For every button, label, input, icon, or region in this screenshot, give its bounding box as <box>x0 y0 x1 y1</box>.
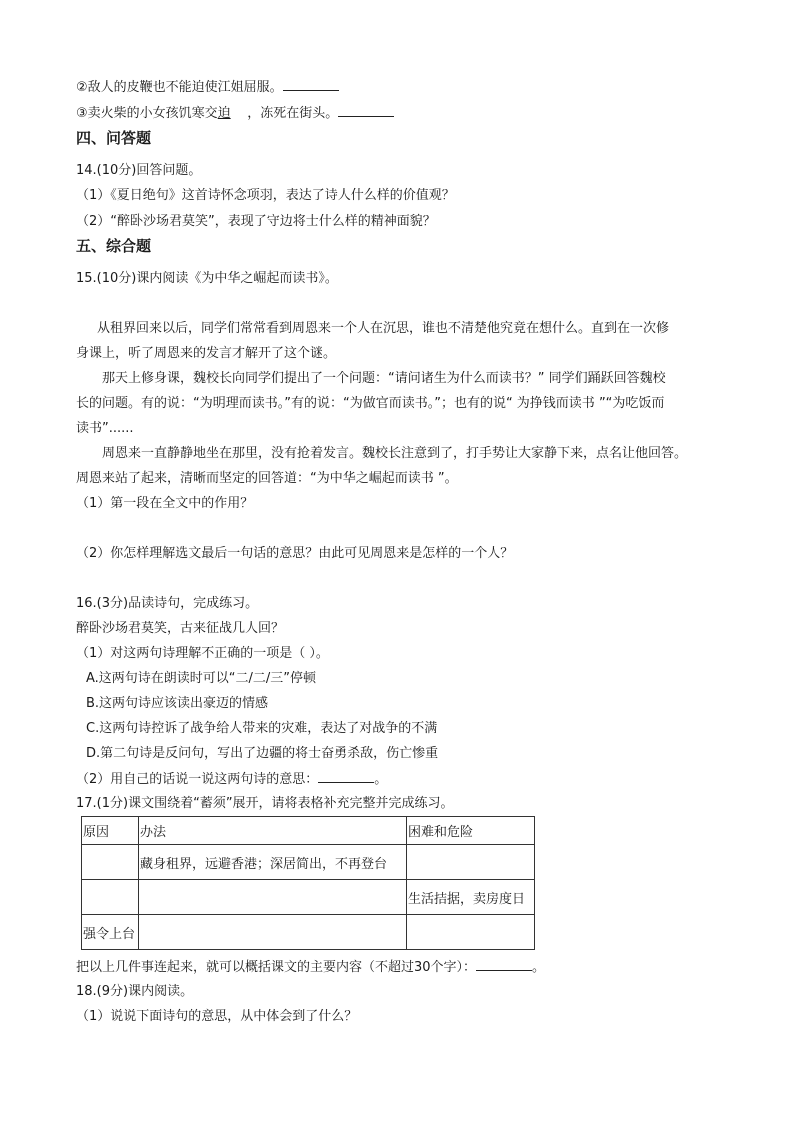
q16-poem: 醉卧沙场君莫笑，古来征战几人回？ <box>76 621 285 636</box>
q16-sub-2-text: （2）用自己的话说一说这两句诗的意思： <box>76 772 319 787</box>
q16-sub-1: （1）对这两句诗理解不正确的一项是（ ）。 <box>76 646 329 661</box>
answer-blank[interactable] <box>338 104 394 117</box>
q18-sub-1: （1）说说下面诗句的意思，从中体会到了什么？ <box>76 1009 358 1024</box>
q17-summary <box>76 958 545 977</box>
passage-line: 身课上，听了周恩来的发言才解开了这个谜。 <box>76 346 337 361</box>
q15-heading: 15.(10分)课内阅读《为中华之崛起而读书》。 <box>76 271 338 286</box>
q14-heading: 14.(10分)回答问题。 <box>76 163 202 178</box>
q16-option-b[interactable]: B.这两句诗应该读出豪迈的情感 <box>86 696 269 711</box>
q13-item-3-text-a: ③卖火柴的小女孩饥寒交 <box>76 106 218 121</box>
q13-item-3 <box>76 104 394 123</box>
q16-option-a[interactable]: A.这两句诗在朗读时可以“二/二/三”停顿 <box>86 671 317 686</box>
table-cell[interactable]: 生活拮据，卖房度日 <box>407 880 535 915</box>
passage-line: 从租界回来以后，同学们常常看到周恩来一个人在沉思，谁也不清楚他究竟在想什么。直到在一次修 <box>97 321 670 336</box>
answer-blank[interactable] <box>318 770 374 783</box>
answer-blank[interactable] <box>283 78 339 91</box>
table-row <box>82 845 535 880</box>
q17-summary-text: 把以上几件事连起来，就可以概括课文的主要内容（不超过30个字）： <box>76 960 477 975</box>
q13-item-2 <box>76 78 339 97</box>
table-header-cell: 办法 <box>139 817 407 845</box>
passage-line: 周恩来一直静静地坐在那里，没有抢着发言。魏校长注意到了，打手势让大家静下来，点名让他回答。 <box>102 446 688 461</box>
q13-item-3-underlined: 迫 <box>217 106 231 121</box>
table-header-cell: 原因 <box>82 817 139 845</box>
passage-line: 周恩来站了起来，清晰而坚定的回答道：“为中华之崛起而读书 ”。 <box>76 471 458 486</box>
table-cell[interactable]: 强令上台 <box>82 915 139 950</box>
q17-heading: 17.(1分)课文围绕着“蓄须”展开，请将表格补充完整并完成练习。 <box>76 796 454 811</box>
q16-sub-2 <box>76 770 387 789</box>
q13-item-2-text: ②敌人的皮鞭也不能迫使江姐屈服。 <box>76 80 283 95</box>
table-cell[interactable] <box>407 915 535 950</box>
table-header-cell: 困难和危险 <box>407 817 535 845</box>
q16-option-d[interactable]: D.第二句诗是反问句，写出了边疆的将士奋勇杀敌，伤亡惨重 <box>86 746 439 761</box>
passage-line: 长的问题。有的说：“为明理而读书。”有的说：“为做官而读书。”；也有的说“ 为挣钱而读书 ”“为吃饭而 <box>76 396 665 411</box>
q13-item-3-text-c: ，冻死在街头。 <box>247 106 339 121</box>
table-cell[interactable] <box>82 880 139 915</box>
q15-sub-1: （1）第一段在全文中的作用？ <box>76 496 254 511</box>
q18-heading: 18.(9分)课内阅读。 <box>76 984 194 999</box>
table-row <box>82 915 535 950</box>
table-row <box>82 880 535 915</box>
answer-blank[interactable] <box>476 958 532 971</box>
section-4-heading: 四、问答题 <box>76 129 152 147</box>
table-cell[interactable] <box>82 845 139 880</box>
table-header-row <box>82 817 535 845</box>
q14-sub-2: （2）“醉卧沙场君莫笑”，表现了守边将士什么样的精神面貌？ <box>76 214 436 229</box>
q14-sub-1: （1）《夏日绝句》这首诗怀念项羽，表达了诗人什么样的价值观？ <box>76 188 455 203</box>
table-cell[interactable] <box>139 915 407 950</box>
table-cell[interactable]: 藏身租界，远避香港；深居简出，不再登台 <box>139 845 407 880</box>
table-cell[interactable] <box>407 845 535 880</box>
table-cell[interactable] <box>139 880 407 915</box>
q16-heading: 16.(3分)品读诗句，完成练习。 <box>76 596 259 611</box>
q16-option-c[interactable]: C.这两句诗控诉了战争给人带来的灾难，表达了对战争的不满 <box>86 721 438 736</box>
q17-summary-end: 。 <box>532 960 546 975</box>
passage-line: 读书”...... <box>76 421 134 436</box>
section-5-heading: 五、综合题 <box>76 237 152 255</box>
q15-sub-2: （2）你怎样理解选文最后一句话的意思？由此可见周恩来是怎样的一个人？ <box>76 546 514 561</box>
q16-sub-2-end: 。 <box>374 772 388 787</box>
q17-table <box>81 816 535 950</box>
passage-line: 那天上修身课，魏校长向同学们提出了一个问题：“请问诸生为什么而读书？” 同学们踊跃回答魏校 <box>102 371 666 386</box>
